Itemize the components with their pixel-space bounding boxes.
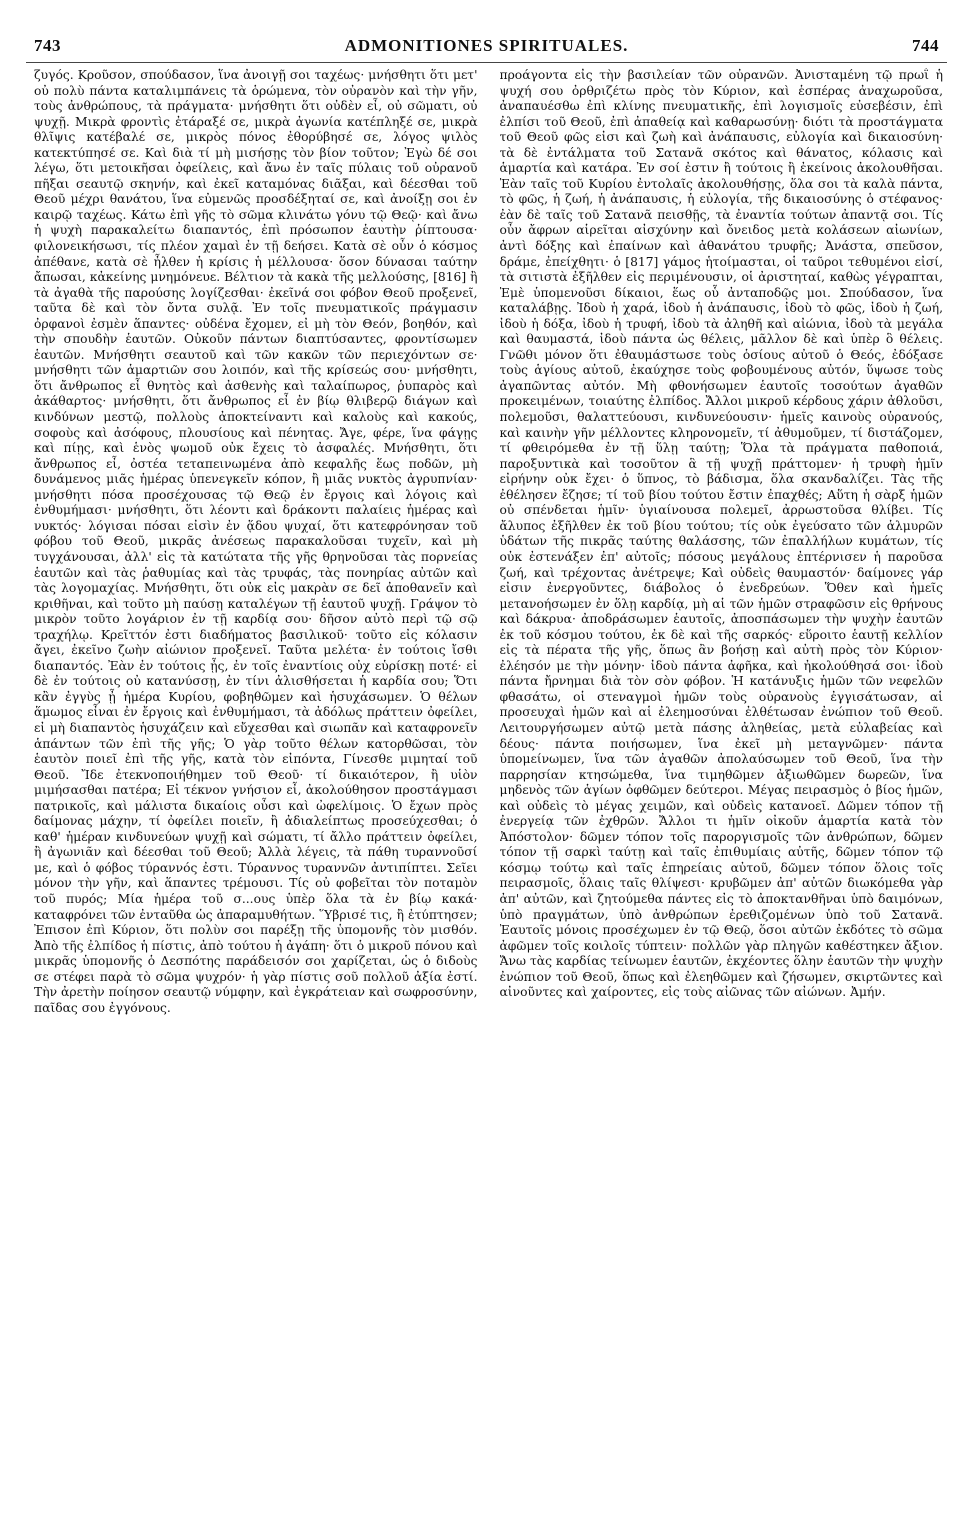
page-number-right: 744 <box>912 36 939 55</box>
left-column <box>34 68 478 1506</box>
text-columns <box>34 68 943 1506</box>
right-column <box>500 68 944 1506</box>
left-column-text: ζυγός. Κροῦσον, σπούδασον, ἵνα ἀνοιγῇ σοι ταχέως· μνήσθητι ὅτι μετ' οὐ πολὺ πάντα καταλιμπάνεις τὰ ὁρώμενα, τὸν οὐρανὸν καὶ τὴν γῆν, τοὺς ἀνθρώπους, τὰ πράγματα· μνήσθητι ὅτι οὐδὲν εἶ, οὐ σῶματι, οὐ ψυχῇ. Μικρὰ φροντὶς ἐτάραξέ σε, μικρὰ ἀγωνία κατέπληξέ σε, μικρὰ θλῖψις κατέβαλέ σε, μικρὸς πόνος ἐθορύβησέ σε, λόγος ψιλὸς κατεκτύπησέ σε. Καὶ διὰ τί μὴ μισήσῃς τὸν βίον τοῦτον; Ἐγὼ δέ σοι λέγω, ὅτι μετοικῆσαι ὀφείλεις, καὶ ἄνω ἐν ταῖς πύλαις τοῦ οὐρανοῦ πῆξαι σεαυτῷ σκηνήν, καὶ ἐκεῖ καταμόνας διᾶξαι, καὶ δέεσθαι τοῦ Θεοῦ μέχρι θανάτου, ἵνα εὐμενῶς προσδέξηταί σε, καὶ ἀνοίξῃ σοι ἐν καιρῷ ταχέως. Κάτω ἐπὶ γῆς τὸ σῶμα κλινάτω γόνυ τῷ Θεῷ· καὶ ἄνω ἡ ψυχὴ παρακαλείτω διαπαντός, ἐπὶ πρόσωπον ἑαυτὴν ῥίπτουσα· φιλονεικήσωσι, τίς πλέον χαμαὶ ἐν τῇ δεήσει. Κατὰ σὲ οὖν ὁ κόσμος ἀπέθανε, κατὰ σὲ ἦλθεν ἡ κρίσις ἡ μέλλουσα· ὅσον δύνασαι ταύτην ἄπωσαι, κἀκείνης μνημόνευε. Βέλτιον τὰ κακὰ τῆς μελλούσης, [816] ἢ τὰ ἀγαθὰ τῆς παρούσης λογίζεσθαι· ἐκεῖνά σοι φόβον Θεοῦ προξενεῖ, ταῦτα δὲ καὶ τὸν ὄντα συλᾷ. Ἐν τοῖς πνευματικοῖς πράγμασιν ὀρφανοὶ ἐσμὲν ἅπαντες· οὐδένα ἔχομεν, εἰ μὴ τὸν Θεόν, βοηθόν, καὶ τὴν σπουδὴν ἑαυτῶν. Οὐκοῦν πάντων διαπτύσαντες, φροντίσωμεν ἑαυτῶν. Μνήσθητι σεαυτοῦ καὶ τῶν κακῶν τῶν περιεχόντων σε· μνήσθητι τῶν ἁμαρτιῶν σου λοιπόν, καὶ τῆς κρίσεώς σου· μνήσθητι, ὅτι ἄνθρωπος εἶ θνητὸς καὶ ἀσθενὴς καὶ ταλαίπωρος, ῥυπαρὸς καὶ ἀκάθαρτος· μνήσθητι, ὅτι ἄνθρωπος εἶ ἐν βίῳ θλιβερῷ διάγων καὶ κινδύνων μεστῷ, πολλοὺς ἀποκτείναντι καὶ καλοὺς καὶ κακούς, σοφοὺς καὶ ἀσόφους, πλουσίους καὶ πένητας. Ἄγε, φέρε, ἵνα φάγῃς καὶ πίῃς, καὶ ἑνὸς ψωμοῦ οὐκ ἔχεις τὸ ἀσφαλές. Μνήσθητι, ὅτι ἄνθρωπος εἶ, ὀστέα τεταπεινωμένα ἀπὸ κεφαλῆς ἕως ποδῶν, μὴ δυνάμενος μιᾶς ἡμέρας ὑπενεγκεῖν κόπον, ἢ μιᾶς νυκτὸς ἀγρυπνίαν· μνήσθητι πόσα προσέχουσας τῷ Θεῷ ἐν ἔργοις καὶ λόγοις καὶ ἐνθυμήμασι· μνήσθητι, ὅτι λέοντι καὶ δράκοντι παλαίεις ἡμέρας καὶ νυκτός· λόγισαι πόσαι εἰσὶν ἐν ᾅδου ψυχαί, ὅτι κατεφρόνησαν τοῦ φόβου τοῦ Θεοῦ, μικρᾶς ἀνέσεως παρακαλοῦσαι τυχεῖν, καὶ μὴ τυγχάνουσαι, ἀλλ' εἰς τὰ κατώτατα τῆς γῆς θρηνοῦσαι τὰς πορνείας ἑαυτῶν καὶ τὰς ῥαθυμίας καὶ τὰς τρυφάς, τὰς πονηρίας αὐτῶν καὶ τὰς λογομαχίας. Μνήσθητι, ὅτι οὐκ εἰς μακρὰν σε δεῖ ἀποθανεῖν καὶ κριθῆναι, καὶ τοῦτο μὴ παύσῃ καταλέγων τῇ ἑαυτοῦ ψυχῇ. Γράψον τὸ μικρὸν τοῦτο λογάριον ἐν τῇ καρδίᾳ σου· δῆσον αὐτὸ περὶ τῷ σῷ τραχήλῳ. Κρεῖττόν ἐστι διαδήματος βασιλικοῦ· τοῦτο εἰς κόλασιν ἄγει, ἐκεῖνο ζωὴν αἰώνιον προξενεῖ. Ταῦτα μελέτα· ἐν τούτοις ἴσθι διαπαντός. Ἐὰν ἐν τούτοις ᾖς, ἐν τοῖς ἐναντίοις οὐχ εὑρίσκῃ ποτέ· εἰ δὲ ἐν τούτοις οὐ κατανύσσῃ, ἐν τίνι ἀλισθήσεται ἡ καρδία σου; Ὅτι κἂν ἐγγὺς ᾖ ἡμέρα Κυρίου, φοβηθῶμεν καὶ ἡσυχάσωμεν. Ὁ θέλων ἅμωμος εἶναι ἐν ἔργοις καὶ ἐνθυμήμασι, τὰ ἀδόλως πράττειν ὀφείλει, εἰ μὴ διαπαντὸς ἡσυχάζειν καὶ εὔχεσθαι καὶ σιωπᾶν καὶ καταφρονεῖν ἁπάντων τῶν ἐπὶ τῆς γῆς; Ὁ γὰρ τοῦτο θέλων κατορθῶσαι, τὸν ἑαυτὸν ποιεῖ ἐπὶ τῆς γῆς, κατὰ τὸν εἰπόντα, Γίνεσθε μιμηταί τοῦ Θεοῦ. Ἴδε ἐτεκνοποιήθημεν τοῦ Θεοῦ· τί δικαιότερον, ἢ υἱὸν μιμήσασθαι πατέρα; Εἰ τέκνον γνήσιον εἶ, ἀκολούθησον προστάγμασι πατρικοῖς, καὶ μάλιστα δικαίοις οὖσι καὶ ὠφελίμοις. Ὁ ἔχων πρὸς δαίμονας μάχην, τί ὀφείλει ποιεῖν, ἢ ἀδιαλείπτως προσεύχεσθαι; ὁ καθ' ἡμέραν κινδυνεύων ψυχῇ καὶ σώματι, τί ἄλλο πράττειν ὀφείλει, ἢ ἀγωνιᾶν καὶ δέεσθαι τοῦ Θεοῦ; Ἀλλὰ λέγεις, τὰ πάθη τυραννοῦσί με, καὶ ὁ φόβος τύραννός ἐστι. Τύραννος τυραννῶν ἀντιπίπτει. Σεῖει μόνον τὴν γῆν, καὶ ἅπαντες τρέμουσι. Τίς οὐ φοβεῖται τὸν ποταμὸν τοῦ πυρός; Μία ἡμέρα τοῦ σ...ους ὑπὲρ ὅλα τὰ ἐν βίῳ κακά· καταφρόνει τῶν ἐνταῦθα ὡς ἀπαραμυθήτων. Ὕβρισέ τις, ἢ ἐτύπτησεν; Ἐπισον ἐπὶ Κύριον, ὅτι πολὺν σοι παρέξῃ τῆς ὑπομονῆς τὸν μισθόν. Ἀπὸ τῆς ἐλπίδος ἡ πίστις, ἀπὸ τούτου ἡ ἀγάπη· ὅτι ὁ μικροῦ πόνου καὶ μικρᾶς ὑπομονῆς ὁ Δεσπότης παράδεισόν σοι χαρίζεται, ὡς ὁ διδοὺς σε στέφει παρὰ τὸ σῶμα ψυχρόν· ἡ γὰρ πίστις σοῦ πολλοῦ ἀξία ἐστί. Τὴν ἀρετὴν ποίησον σεαυτῷ νύμφην, καὶ ἐγκράτειαν καὶ σωφροσύνην, παῖδας σου ἐγγόνους. <box>34 68 478 1015</box>
running-header <box>26 34 947 63</box>
page-number-left: 743 <box>34 36 61 55</box>
right-column-text: προάγοντα εἰς τὴν βασιλείαν τῶν οὐρανῶν. Ἀνισταμένη τῷ πρωῒ ἡ ψυχή σου ὀρθριζέτω πρὸς τὸν Κύριον, καὶ ἑσπέρας ἀναχωροῦσα, ἀναπαυέσθω ἐπὶ κλίνης πνευματικῆς, ἐπὶ λογισμοῖς εὐσεβέσιν, ἐπὶ ἐλπίσι τοῦ Θεοῦ, ἐπὶ ἀπαθείᾳ καὶ καθαρωσύνῃ· διότι τὰ προστάγματα τοῦ Θεοῦ φῶς εἰσι καὶ ζωὴ καὶ ἀνάπαυσις, εὐλογία καὶ δικαιοσύνη· τὰ δὲ ἐντάλματα τοῦ Σατανᾶ σκότος καὶ θάνατος, κόλασις καὶ ἁμαρτία καὶ κατάρα. Ἐν σοί ἐστιν ἢ τούτοις ἢ ἐκείνοις ἀκολουθῆσαι. Ἐὰν ταῖς τοῦ Κυρίου ἐντολαῖς ἀκολουθήσῃς, ὅλα σοι τὰ καλὰ πάντα, τὸ φῶς, ἡ ζωή, ἡ ἀνάπαυσις, ἡ εὐλογία, τῆς δικαιοσύνης ὁ στέφανος· ἐὰν δὲ ταῖς τοῦ Σατανᾶ πεισθῇς, τὰ ἐναντία τούτων ἀπαντᾷ σοι. Τίς οὖν ἄφρων αἱρεῖται αἰσχύνην καὶ ὄνειδος μετὰ κολάσεων αἰωνίων, ἀντὶ δόξης καὶ ἐπαίνων καὶ ἀθανάτου τρυφῆς; Ἀνάστα, σπεῦσον, δράμε, ἐπείχθητι· ὁ [817] γάμος ἡτοίμασται, οἱ ταῦροι τεθυμένοι εἰσί, τὰ σιτιστὰ ἐξῆλθεν εἰς περιμένουσιν, οἱ ἀριστηταί, καθὼς γέγραπται, Ἐμὲ ὑπομενοῦσι δίκαιοι, ἕως οὗ ἀνταποδῷς μοι. Σπούδασον, ἵνα καταλάβῃς. Ἰδοὺ ἡ χαρά, ἰδοὺ ἡ ἀνάπαυσις, ἰδοὺ τὸ φῶς, ἰδοὺ ἡ ζωή, ἰδοὺ ἡ δόξα, ἰδοὺ ἡ τρυφή, ἰδοὺ τὰ ἀληθῆ καὶ αἰώνια, ἰδοὺ τὰ μεγάλα καὶ θαυμαστά, ἰδοὺ πάντα ὡς θέλεις, μᾶλλον δὲ καὶ ὑπὲρ ὃ θέλεις. Γνῶθι μόνον ὅτι ἐθαυμάστωσε τοὺς ὁσίους αὐτοῦ ὁ Θεός, ἐδόξασε τοὺς ἁγίους αὐτοῦ, ἐκαύχησε τοὺς φοβουμένους αὐτόν, ὕψωσε τοὺς ἀγαπῶντας αὐτόν. Μὴ φθονήσωμεν ἑαυτοῖς τοσούτων ἀγαθῶν προκειμένων, τοιαύτης ἐλπίδος. Ἄλλοι μικροῦ κέρδους χάριν ἀθλοῦσι, πολεμοῦσι, θαλαττεύουσι, κινδυνεύουσιν· ἡμεῖς καινοὺς οὐρανούς, καὶ καινὴν γῆν μέλλοντες κληρονομεῖν, τί ἀθυμοῦμεν, τί διστάζομεν, τί φθειρόμεθα ἐν τῇ ὕλῃ ταύτῃ; Ὅλα τὰ πράγματα παθοποιά, παροξυντικὰ καὶ τοσοῦτον ἃ τῇ ψυχῇ πράττομεν· ἡ τρυφὴ ἡμῖν εἰρήνην οὐκ ἔχει· ὁ ὕπνος, τὸ βάδισμα, ὅλα σκανδαλίζει. Τὰς τῆς ἐθέλησεν ἔζησε; τί τοῦ βίου τούτου ἔστιν ἐπαχθές; Αὕτη ἡ σὰρξ ἡμῶν οὐ σπένδεται ἡμῖν· ὑγιαίνουσα πολεμεῖ, ἀρρωστοῦσα θλίβει. Τίς ἄλυπος ἐξῆλθεν ἐκ τοῦ βίου τούτου; τίς οὐκ ἐγεύσατο τῶν ἁλμυρῶν ὑδάτων τῆς πικρᾶς ταύτης θαλάσσης, τῶν ἐπαλλήλων κυμάτων, τίς οὐκ ἐστενάξεν ἐπ' αὐτοῖς; πόσους μεγάλους ἐπτέρνισεν ἡ παροῦσα ζωή, καὶ τρέχοντας ἀνέτρεψε; Καὶ οὐδεὶς θαυμαστόν· δαίμονες γάρ εἰσιν ἐνεργοῦντες, διάβολος ὁ ἐνεδρεύων. Ὅθεν καὶ ἡμεῖς μετανοήσωμεν ἐν ὅλῃ καρδίᾳ, μὴ αἱ τῶν ἡμῶν στραφῶσιν εἰς θρήνους καὶ δάκρυα· ἀποδράσωμεν ἑαυτοῖς, ἀποσπάσωμεν τὴν ψυχὴν ἑαυτῶν ἐκ τοῦ κόσμου τούτου, ἐκ δὲ καὶ τῆς σαρκός· εὕροιτο ἑαυτῇ κελλίον εἰς τὰ πέρατα τῆς γῆς, ὅπως ἂν βοήσῃ καὶ αὐτὴ πρὸς τὸν Κύριον· ἐλέησόν με τὴν μόνην· ἰδοὺ πάντα ἀφῆκα, καὶ ἠκολούθησά σοι· ἰδοὺ πάντα ἤρνημαι διὰ τὸν σὸν φόβον. Ἡ κατάνυξις ἡμῶν τῶν νεφελῶν φθασάτω, οἱ στεναγμοὶ ἡμῶν τοὺς οὐρανοὺς ἐγγισάτωσαν, αἱ προσευχαὶ ἡμῶν καὶ αἱ ἐλεημοσύναι ἐλθέτωσαν ἐνώπιον τοῦ Θεοῦ. Λειτουργήσωμεν αὐτῷ μετὰ πάσης ἀληθείας, μετὰ εὐλαβείας καὶ δέους· πάντα ποιήσωμεν, ἵνα ἐκεῖ μὴ μεταγνῶμεν· πάντα ὑπομείνωμεν, ἵνα τῶν ἀγαθῶν ἀπολαύσωμεν τοῦ Θεοῦ, ἵνα τὴν παρρησίαν κτησώμεθα, ἵνα τιμηθῶμεν ἀξιωθῶμεν δωρεῶν, ἵνα μηδενὸς τῶν ἁγίων ὀφθῶμεν δεύτεροι. Μέγας πειρασμὸς ὁ βίος ἡμῶν, καὶ οὐδεὶς τὸ μέγας χειμῶν, καὶ οὐδεὶς κατανοεῖ. Δῶμεν τόπον τῇ ἐνεργείᾳ τῶν ἐχθρῶν. Ἄλλοι τι ἡμῖν οἰκοῦν ἁμαρτία κατὰ τὸν Ἀπόστολον· δῶμεν τόπον τοῖς παροργισμοῖς τῶν ἀνθρώπων, δῶμεν τόπον τῇ σαρκὶ ταύτῃ καὶ ταῖς ἐπιθυμίαις αὐτῆς, δῶμεν τόπον τῷ κόσμῳ τούτῳ καὶ ταῖς ἐπηρείαις αὐτοῦ, δῶμεν τόπον ὅλοις τοῖς πειρασμοῖς, ὅλαις ταῖς θλίψεσι· κρυβῶμεν ἀπ' αὐτῶν διωκόμεθα γὰρ ἀπ' αὐτῶν, καὶ ζητούμεθα πάντες εἰς τὸ ἀποκτανθῆναι ὑπὸ δαιμόνων, ὑπὸ πραγμάτων, ὑπὸ ἀνθρώπων ἐρεθιζομένων ὑπὸ τοῦ Σατανᾶ. Ἑαυτοῖς μόνοις προσέχωμεν ἐν τῷ Θεῷ, ὅσοι αὐτῶν ἐκδότες τὸ σῶμα ἀφῶμεν τοῖς κοιλοῖς τύπτειν· πολλῶν γὰρ πληγῶν καθέστηκεν ἄξιον. Ἄνω τὰς καρδίας τείνωμεν ἑαυτῶν, ἐκχέοντες ὅλην ἑαυτῶν τὴν ψυχὴν ἐνώπιον τοῦ Θεοῦ, ὅπως καὶ ἐλεηθῶμεν καὶ ζήσωμεν, σκιρτῶντες καὶ αἰνοῦντες καὶ χαίροντες, εἰς τοὺς αἰῶνας τῶν αἰώνων. Ἀμήν. <box>499 68 943 1000</box>
page-title: ADMONITIONES SPIRITUALES. <box>344 36 629 55</box>
